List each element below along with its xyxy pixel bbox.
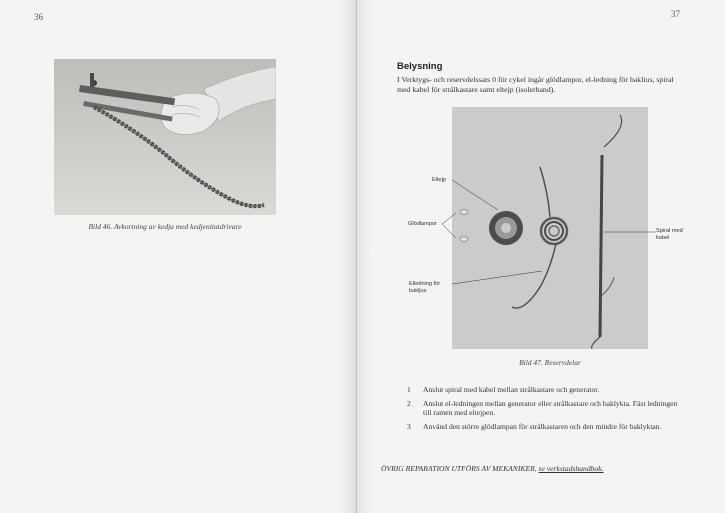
step-text: Anslut el-ledningen mellan generator eller strålkastare och baklykta. Fäst ledningen till ramen med eltejpen. (423, 398, 678, 417)
footer-note-main: ÖVRIG REPARATION UTFÖRS AV MEKANIKER, (381, 464, 537, 473)
figure-46-photo (54, 59, 276, 215)
label-elledning (409, 281, 440, 294)
footer-note-reference: se verkstadshandbok. (538, 464, 604, 473)
step-item (407, 385, 687, 395)
label-eltejp: Eltejp (432, 177, 446, 183)
instruction-steps (407, 385, 687, 435)
label-elledning-line1: Elledning för (409, 281, 441, 287)
step-text: Använd den större glödlampan för strålkastaren och den mindre för baklyktan. (423, 421, 662, 431)
step-item (407, 422, 687, 432)
figure-46-caption: Bild 46. Avkortning av kedja med kedjenitutdrivare (88, 222, 242, 231)
page-number-left: 36 (34, 12, 43, 22)
step-number: 1 (407, 385, 411, 394)
label-spiral (656, 228, 683, 241)
chain-tool-photo-illustration (54, 59, 276, 215)
step-number: 3 (407, 421, 411, 431)
step-item (407, 399, 687, 418)
label-spiral-line2: kabel (656, 234, 670, 241)
page-number-right: 37 (671, 9, 680, 19)
footer-note (381, 464, 701, 473)
intro-paragraph: I Verktygs- och reservdelssats 0 för cykel ingår glödlampor, el-ledning för baklius, spiral med kabel för strålkastare samt eltejp (isolerband). (397, 75, 674, 94)
label-glodlampor: Glödlampor (408, 221, 437, 227)
left-page (0, 0, 357, 513)
step-text: Anslut spiral med kabel mellan strålkastare och generator. (423, 385, 600, 394)
section-heading: Belysning (397, 61, 443, 72)
label-spiral-line1: Spiral med (656, 228, 683, 234)
right-page (357, 0, 725, 513)
step-number: 2 (407, 398, 411, 408)
label-elledning-line2: bakljus (409, 287, 427, 294)
figure-47-caption: Bild 47. Reservdelar (519, 358, 581, 367)
